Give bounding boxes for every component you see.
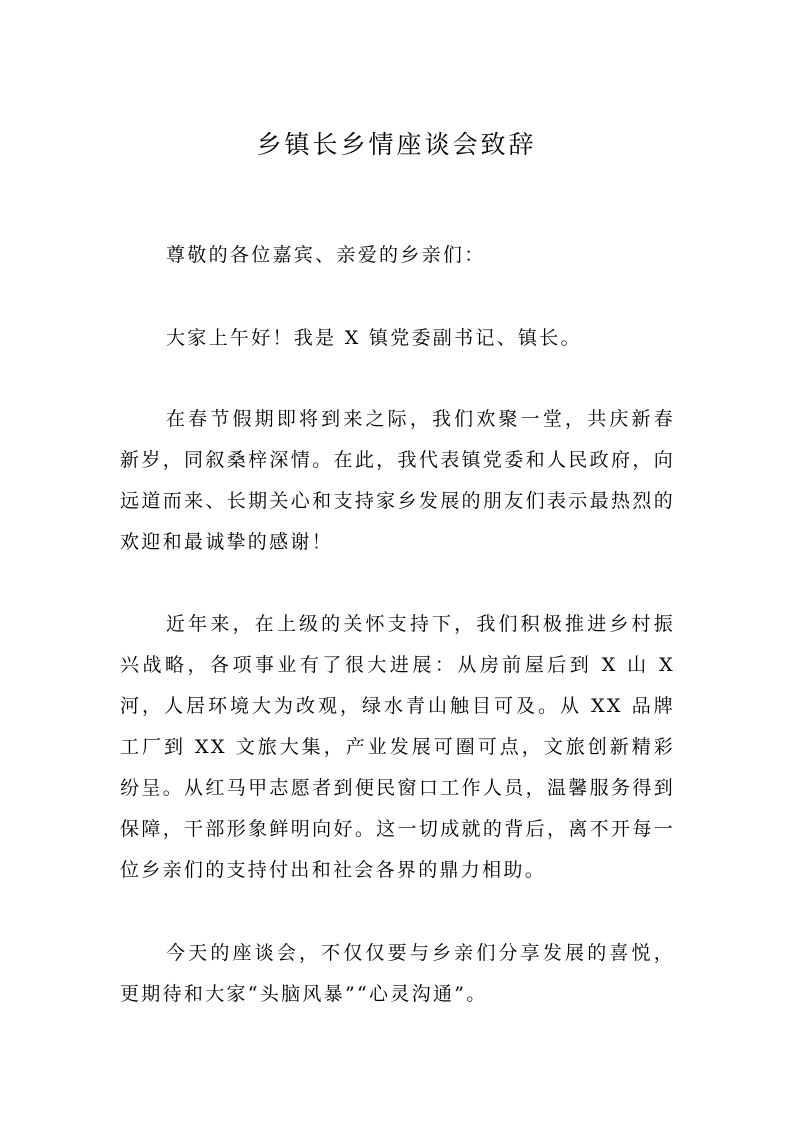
paragraph-achievements: 近年来，在上级的关怀支持下，我们积极推进乡村振兴战略，各项事业有了很大进展：从房前屋后到 X 山 X 河，人居环境大为改观，绿水青山触目可及。从 XX 品牌工厂到 XX 文旅大集，产业发展可圈可点，文旅创新精彩纷呈。从红马甲志愿者到便民窗口工作人员，温馨服务得到保障，干部形象鲜明向好。这一切成就的背后，离不开每一位乡亲们的支持付出和社会各界的鼎力相助。 — [120, 613, 675, 881]
paragraph-salutation: 尊敬的各位嘉宾、亲爱的乡亲们： — [166, 244, 486, 266]
document-title: 乡镇长乡情座谈会致辞 — [256, 130, 537, 159]
paragraph-greeting: 大家上午好！我是 X 镇党委副书记、镇长。 — [166, 327, 582, 349]
paragraph-purpose: 今天的座谈会，不仅仅要与乡亲们分享发展的喜悦，更期待和大家“头脑风暴”“心灵沟通”。 — [120, 942, 675, 1005]
paragraph-welcome: 在春节假期即将到来之际，我们欢聚一堂，共庆新春新岁，同叙桑梓深情。在此，我代表镇党委和人民政府，向远道而来、长期关心和支持家乡发展的朋友们表示最热烈的欢迎和最诚挚的感谢！ — [120, 408, 675, 553]
